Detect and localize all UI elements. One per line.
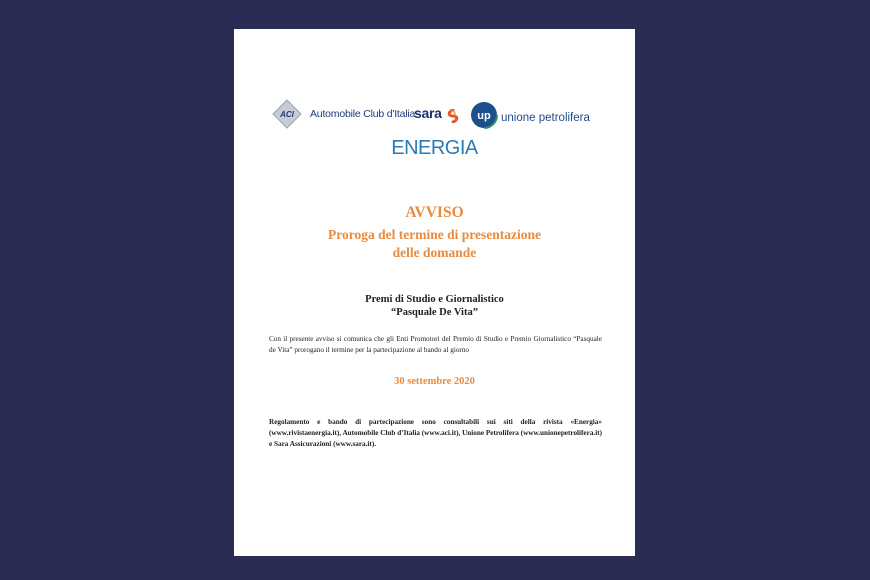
unione-petrolifera-logo-icon <box>470 101 498 129</box>
notice-body: Con il presente avviso si comunica che gli Enti Promotori del Premio di Studio e Premio Giornalistico “Pasquale de Vita” prorogano il termine per la partecipazione al bando al giorno <box>269 335 602 354</box>
award-title <box>234 293 635 319</box>
sara-logo-icon <box>446 109 460 123</box>
energia-logo: ENERGIA <box>391 137 478 159</box>
sponsor-logos <box>234 29 635 169</box>
notice-heading: AVVISO <box>405 204 464 221</box>
award-title-line-2: “Pasquale De Vita” <box>391 307 478 318</box>
regulation-info: Regolamento e bando di partecipazione sono consultabili sui siti della rivista «Energia» (www.rivistaenergia.it), Automobile Club d’Italia (www.aci.it), Unione Petrolifera (www.unionepetrolifera.it) e Sara Assicurazioni (www.sara.it). <box>269 418 602 448</box>
unione-petrolifera-name: unione petrolifera <box>501 112 590 124</box>
document-page <box>234 29 635 556</box>
aci-logo-icon <box>272 99 302 129</box>
award-title-line-1: Premi di Studio e Giornalistico <box>365 294 504 305</box>
svg-text:up: up <box>477 110 491 122</box>
sara-logo-text: sara <box>414 105 442 121</box>
notice-subtitle <box>234 226 635 262</box>
deadline-date: 30 settembre 2020 <box>394 376 475 387</box>
subtitle-line-2: delle domande <box>392 245 477 260</box>
svg-text:ACI: ACI <box>280 110 294 119</box>
aci-name: Automobile Club d'Italia <box>310 108 416 120</box>
subtitle-line-1: Proroga del termine di presentazione <box>328 227 541 242</box>
